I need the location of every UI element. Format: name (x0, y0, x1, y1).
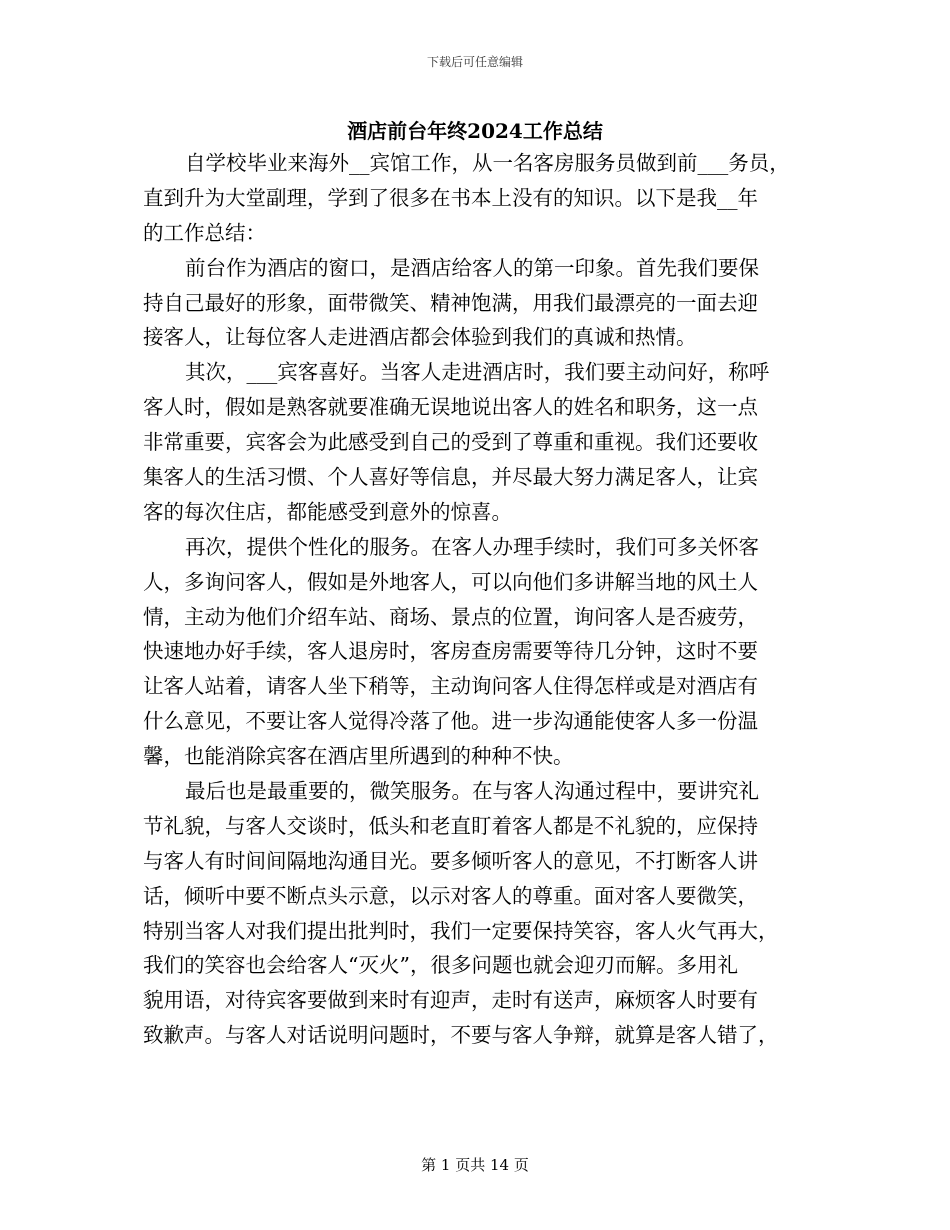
text-line: 貌用语，对待宾客要做到来时有迎声，走时有送声，麻烦客人时要有 (143, 988, 758, 1013)
text-line: 自学校毕业来海外__宾馆工作，从一名客房服务员做到前___务员， (185, 151, 790, 175)
text-line: 致歉声。与客人对话说明问题时，不要与客人争辩，就算是客人错了， (143, 1023, 779, 1048)
text-line: 的工作总结： (143, 220, 266, 245)
text-line: 接客人，让每位客人走进酒店都会体验到我们的真诚和热情。 (143, 325, 697, 350)
text-line: 客人时，假如是熟客就要准确无误地说出客人的姓名和职务，这一点 (143, 395, 758, 420)
text-line: 直到升为大堂副理，学到了很多在书本上没有的知识。以下是我__年 (143, 185, 758, 210)
text-line: 前台作为酒店的窗口，是酒店给客人的第一印象。首先我们要保 (185, 255, 759, 280)
text-line: 人，多询问客人，假如是外地客人，可以向他们多讲解当地的风土人 (143, 569, 758, 594)
text-line: 让客人站着，请客人坐下稍等，主动询问客人住得怎样或是对酒店有 (143, 674, 758, 699)
text-line: 话，倾听中要不断点头示意，以示对客人的尊重。面对客人要微笑， (143, 883, 758, 908)
text-line: 节礼貌，与客人交谈时，低头和老直盯着客人都是不礼貌的，应保持 (143, 813, 758, 838)
page-footer: 第 1 页共 14 页 (421, 1156, 529, 1174)
text-line: 最后也是最重要的，微笑服务。在与客人沟通过程中，要讲究礼 (185, 779, 759, 804)
text-line: 客的每次住店，都能感受到意外的惊喜。 (143, 499, 512, 524)
text-line: 集客人的生活习惯、个人喜好等信息，并尽最大努力满足客人，让宾 (143, 465, 758, 490)
text-line: 我们的笑容也会给客人“灭火”，很多问题也就会迎刃而解。多用礼 (143, 953, 738, 978)
document-title: 酒店前台年终2024工作总结 (347, 119, 603, 143)
text-line: 快速地办好手续，客人退房时，客房查房需要等待几分钟，这时不要 (143, 639, 758, 664)
text-line: 情，主动为他们介绍车站、商场、景点的位置，询问客人是否疲劳， (143, 604, 758, 629)
document-body (143, 146, 809, 1053)
text-line: 馨，也能消除宾客在酒店里所遇到的种种不快。 (143, 744, 574, 769)
text-line: 特别当客人对我们提出批判时，我们一定要保持笑容，客人火气再大， (143, 918, 779, 943)
header-note: 下载后可任意编辑 (426, 55, 523, 69)
text-line: 其次，___宾客喜好。当客人走进酒店时，我们要主动问好，称呼 (185, 360, 770, 385)
text-line: 再次，提供个性化的服务。在客人办理手续时，我们可多关怀客 (185, 534, 759, 559)
text-line: 与客人有时间间隔地沟通目光。要多倾听客人的意见，不打断客人讲 (143, 848, 758, 873)
text-line: 持自己最好的形象，面带微笑、精神饱满，用我们最漂亮的一面去迎 (143, 290, 758, 315)
text-line: 什么意见，不要让客人觉得冷落了他。进一步沟通能使客人多一份温 (143, 709, 758, 734)
text-line: 非常重要，宾客会为此感受到自己的受到了尊重和重视。我们还要收 (143, 430, 758, 455)
